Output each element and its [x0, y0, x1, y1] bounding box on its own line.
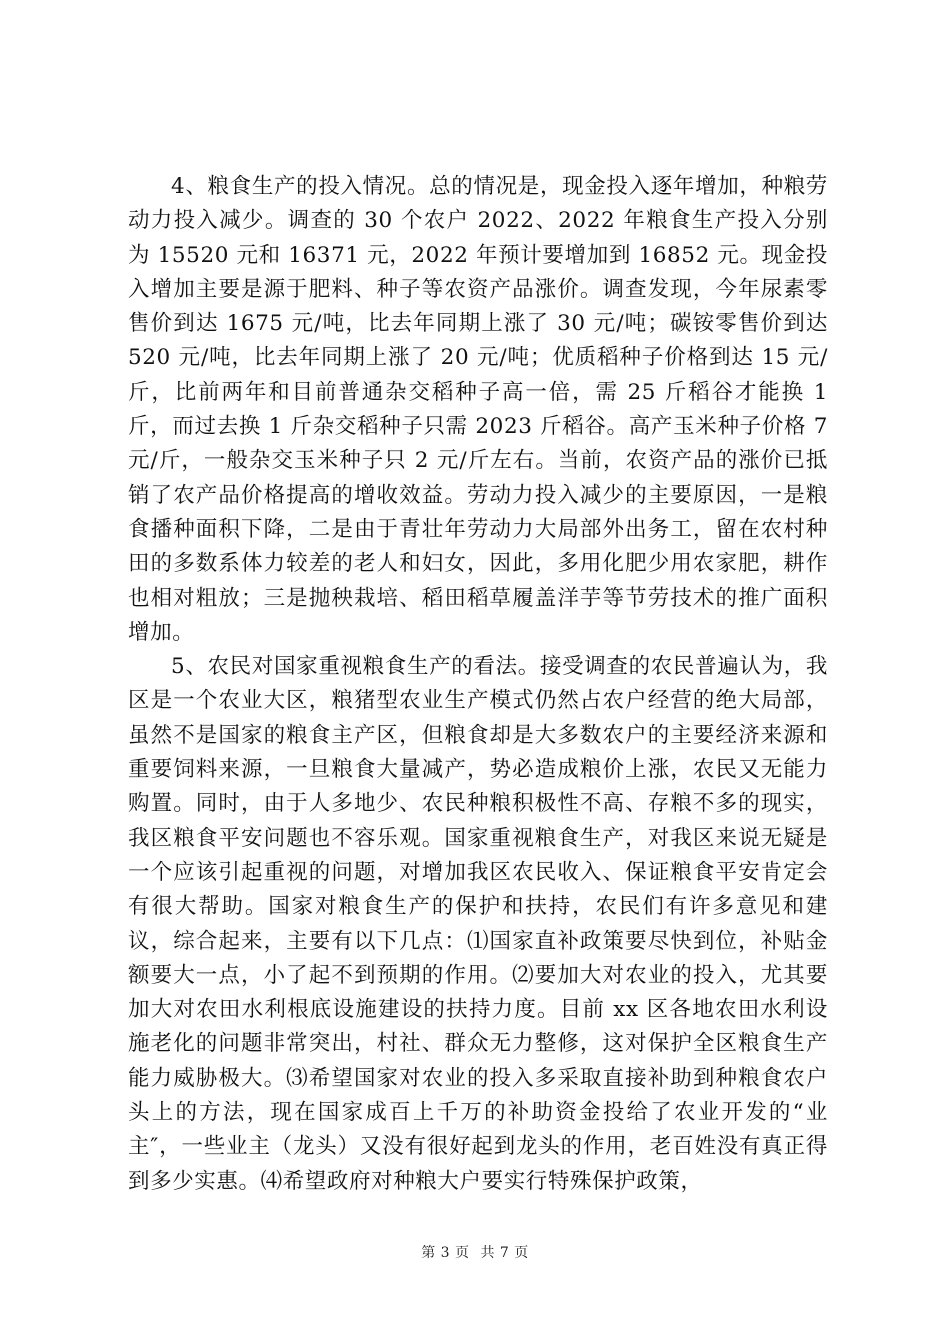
- document-body: [128, 170, 828, 1199]
- page-number: 第 3 页: [421, 1245, 470, 1261]
- paragraph-5-farmer-views: 5、农民对国家重视粮食生产的看法。接受调查的农民普遍认为，我区是一个农业大区，粮猪型农业生产模式仍然占农户经营的绝大局部，虽然不是国家的粮食主产区，但粮食却是大多数农户的主要经济来源和重要饲料来源，一旦粮食大量减产，势必造成粮价上涨，农民又无能力购置。同时，由于人多地少、农民种粮积极性不高、存粮不多的现实，我区粮食平安问题也不容乐观。国家重视粮食生产，对我区来说无疑是一个应该引起重视的问题，对增加我区农民收入、保证粮食平安肯定会有很大帮助。国家对粮食生产的保护和扶持，农民们有许多意见和建议，综合起来，主要有以下几点：⑴国家直补政策要尽快到位，补贴金额要大一点，小了起不到预期的作用。⑵要加大对农业的投入，尤其要加大对农田水利根底设施建设的扶持力度。目前 xx 区各地农田水利设施老化的问题非常突出，村社、群众无力整修，这对保护全区粮食生产能力威胁极大。⑶希望国家对农业的投入多采取直接补助到种粮食农户头上的方法，现在国家成百上千万的补助资金投给了农业开发的“业主″，一些业主（龙头）又没有很好起到龙头的作用，老百姓没有真正得到多少实惠。⑷希望政府对种粮大户要实行特殊保护政策，: [128, 654, 828, 1194]
- page-footer: [0, 1242, 950, 1262]
- page-total: 共 7 页: [480, 1245, 529, 1261]
- paragraph-4-investment: 4、粮食生产的投入情况。总的情况是，现金投入逐年增加，种粮劳动力投入减少。调查的 30 个农户 2022、2022 年粮食生产投入分别为 15520 元和 16371 元，2022 年预计要增加到 16852 元。现金投入增加主要是源于肥料、种子等农资产品涨价。调查发现，今年尿素零售价到达 1675 元/吨，比去年同期上涨了 30 元/吨；碳铵零售价到达 520 元/吨，比去年同期上涨了 20 元/吨；优质稻种子价格到达 15 元/斤，比前两年和目前普通杂交稻种子高一倍，需 25 斤稻谷才能换 1 斤，而过去换 1 斤杂交稻种子只需 2023 斤稻谷。高产玉米种子价格 7 元/斤，一般杂交玉米种子只 2 元/斤左右。当前，农资产品的涨价已抵销了农产品价格提高的增收效益。劳动力投入减少的主要原因，一是粮食播种面积下降，二是由于青壮年劳动力大局部外出务工，留在农村种田的多数系体力较差的老人和妇女，因此，多用化肥少用农家肥，耕作也相对粗放；三是抛秧栽培、稻田稻草履盖洋芋等节劳技术的推广面积增加。: [128, 174, 828, 645]
